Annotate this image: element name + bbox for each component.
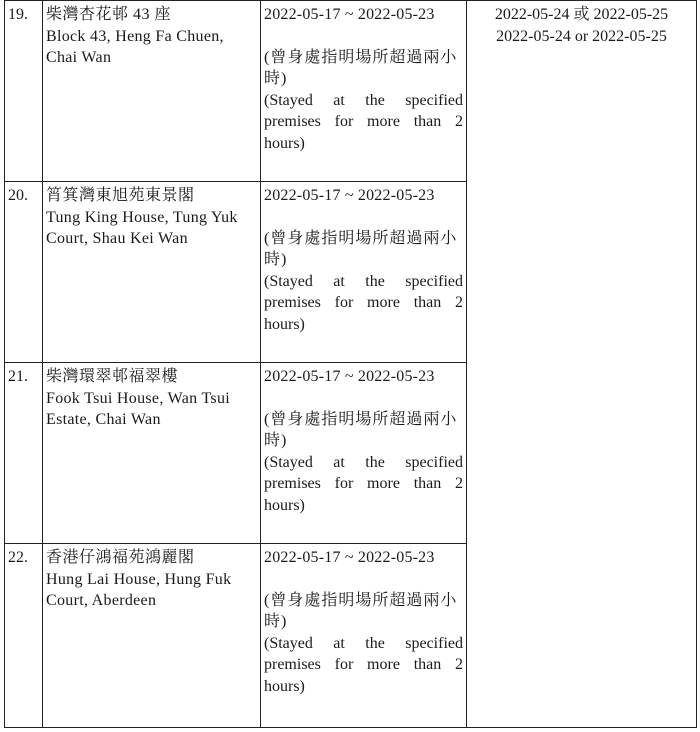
specified-premises-table (4, 0, 697, 728)
date-range: 2022-05-17 ~ 2022-05-23 (264, 368, 435, 385)
period-cell (261, 1, 467, 182)
stay-note-zh: (曾身處指明場所超過兩小時) (264, 591, 458, 630)
stay-note-zh: (曾身處指明場所超過兩小時) (264, 410, 458, 449)
spacer (264, 569, 463, 590)
location-cell (43, 363, 261, 544)
date-range: 2022-05-17 ~ 2022-05-23 (264, 6, 435, 23)
row-number: 21. (5, 363, 43, 544)
location-cell (43, 182, 261, 363)
compulsory-test-dates-cell (467, 1, 697, 728)
location-name-zh: 香港仔鴻福苑鴻麗閣 (46, 549, 195, 566)
location-name-zh: 柴灣環翠邨福翠樓 (46, 368, 179, 385)
spacer (264, 207, 463, 228)
date-range: 2022-05-17 ~ 2022-05-23 (264, 549, 435, 566)
location-name-en: Tung King House, Tung Yuk Court, Shau Kei Wan (46, 208, 238, 247)
stay-note-zh: (曾身處指明場所超過兩小時) (264, 48, 458, 87)
table-row (5, 1, 697, 182)
stay-note-zh: (曾身處指明場所超過兩小時) (264, 229, 458, 268)
spacer (264, 26, 463, 47)
row-number: 19. (5, 1, 43, 182)
stay-note-en: (Stayed at the specified premises for more than 2 hours) (264, 272, 463, 333)
stay-note-en: (Stayed at the specified premises for more than 2 hours) (264, 634, 463, 695)
stay-note-en: (Stayed at the specified premises for more than 2 hours) (264, 453, 463, 514)
stay-note-en: (Stayed at the specified premises for more than 2 hours) (264, 91, 463, 152)
period-cell (261, 544, 467, 728)
location-name-zh: 柴灣杏花邨 43 座 (46, 6, 172, 23)
spacer (264, 388, 463, 409)
location-name-en: Fook Tsui House, Wan Tsui Estate, Chai Wan (46, 389, 230, 428)
date-range: 2022-05-17 ~ 2022-05-23 (264, 187, 435, 204)
period-cell (261, 182, 467, 363)
location-cell (43, 544, 261, 728)
location-name-en: Block 43, Heng Fa Chuen, Chai Wan (46, 27, 224, 66)
period-cell (261, 363, 467, 544)
location-cell (43, 1, 261, 182)
test-dates-en: 2022-05-24 or 2022-05-25 (496, 28, 667, 45)
row-number: 20. (5, 182, 43, 363)
test-dates-zh: 2022-05-24 或 2022-05-25 (494, 6, 669, 23)
location-name-zh: 筲箕灣東旭苑東景閣 (46, 187, 195, 204)
location-name-en: Hung Lai House, Hung Fuk Court, Aberdeen (46, 570, 232, 609)
row-number: 22. (5, 544, 43, 728)
